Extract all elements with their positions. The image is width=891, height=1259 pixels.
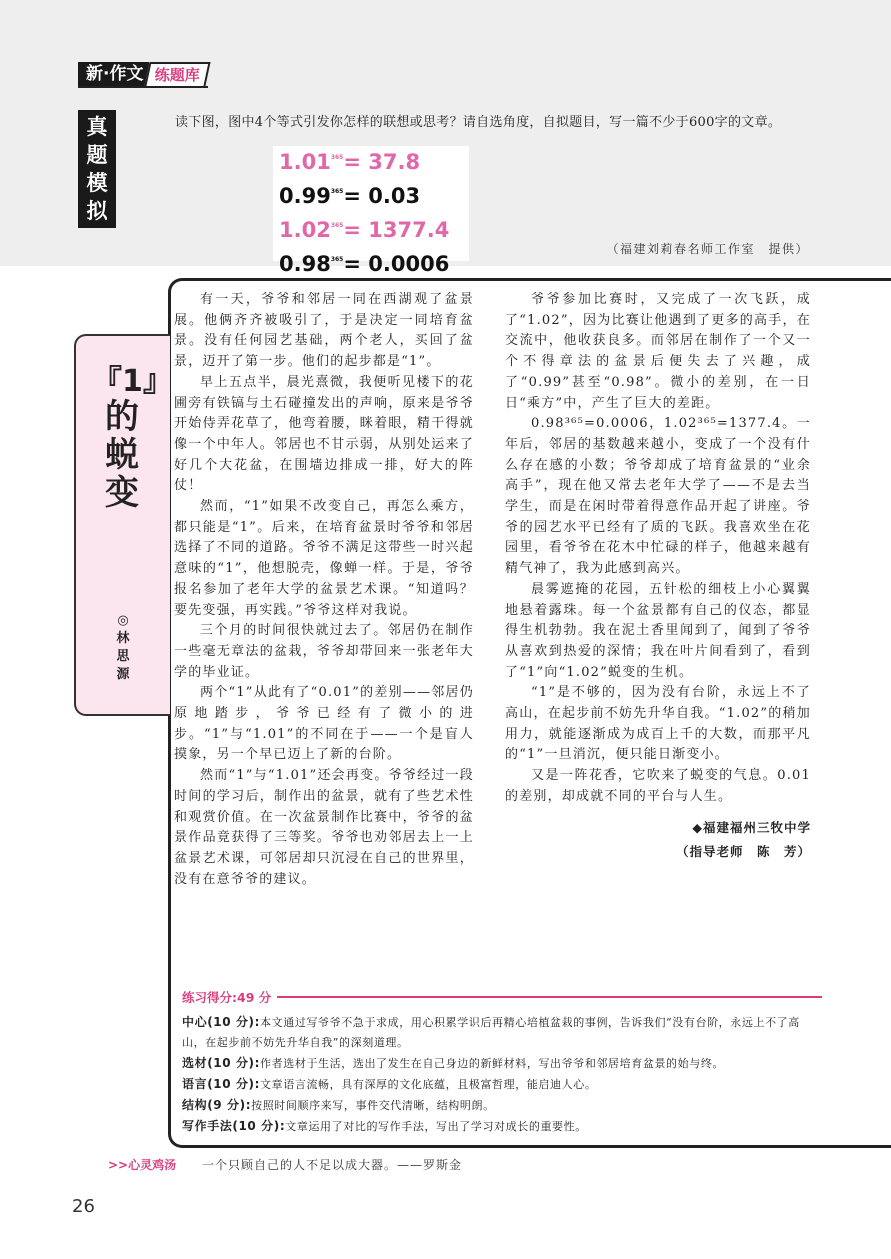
article-paragraph: “1”是不够的，因为没有台阶，永远上不了高山，在起步前不妨先升华自我。“1.02”的稍加用力，就能逐渐成为成百上千的大数，而那平凡的“1”一旦消沉，便只能日渐变小。 [505,685,811,763]
score-title: 练习得分:49 分 [182,990,272,1005]
article-paragraph: 又是一阵花香，它吹来了蜕变的气息。0.01的差别，却成就不同的平台与人生。 [505,768,811,804]
score-items [182,1012,822,1137]
article-paragraph: 有一天，爷爷和邻居一同在西湖观了盆景展。他俩齐齐被吸引了，于是决定一同培育盆景。没有任何园艺基础，两个老人，买回了盆景，迈开了第一步。他们的起步都是“1”。 [174,292,474,370]
score-label: 语言(10 分): [182,1077,261,1091]
score-header [182,988,822,1006]
footer-tag: >>心灵鸡汤 [108,1158,177,1172]
equation-base: 1.02 [279,218,331,242]
equation [279,148,463,182]
score-item [182,1074,822,1095]
score-comment: 文章语言流畅，具有深厚的文化底蕴，且极富哲理，能启迪人心。 [260,1078,597,1091]
equation-exponent: 365 [330,188,344,195]
equation [279,182,463,216]
column-name: 新·作文 [78,62,149,86]
article-right-column [505,290,811,863]
article-paragraph: 然而，“1”如果不改变自己，再怎么乘方，都只能是“1”。后来，在培育盆景时爷爷和邻居选择了不同的道路。爷爷不满足这带些一时兴起意味的“1”，他想脱壳，像蝉一样。于是，爷爷报名参加了老年大学的盆景艺术课。“知道吗？要先变强，再实践。”爷爷这样对我说。 [174,499,474,618]
teacher-credit: （指导老师 陈 芳） [675,844,811,860]
article-paragraph: 早上五点半，晨光熹微，我便听见楼下的花圃旁有铁镐与土石碰撞发出的声响，原来是爷爷开始侍弄花草了，他弯着腰，眯着眼，精干得就像一个中年人。邻居也不甘示弱，从别处运来了好几个大花盆，在围墙边排成一排，好大的阵仗！ [174,374,474,494]
score-item [182,1012,822,1053]
title-box [74,334,173,716]
score-label: 选材(10 分): [182,1056,261,1070]
footer-quote [108,1156,462,1173]
prompt-text: 读下图，图中4个等式引发你怎样的联想或思考？请自选角度，自拟题目，写一篇不少于600字的文章。 [175,115,782,130]
equation-exponent: 365 [330,154,344,161]
equation [279,216,463,250]
article-paragraph: 三个月的时间很快就过去了。邻居仍在制作一些毫无章法的盆栽，爷爷却带回来一张老年大学的毕业证。 [174,623,474,680]
school-credit: ◆福建福州三牧中学 [692,819,811,835]
score-comment: 作者选材于生活，选出了发生在自己身边的新鲜材料，写出爷爷和邻居培育盆景的始与终。 [260,1057,725,1070]
provider-credit: （福建刘莉春名师工作室 提供） [606,242,809,256]
sidebar-label: 真 题 模 拟 [78,110,116,228]
score-section [182,988,822,1137]
score-label: 中心(10 分): [182,1015,261,1029]
score-label: 结构(9 分): [182,1098,252,1112]
section-name: 练题库 [145,62,211,86]
equation-base: 0.99 [279,184,331,208]
equation-result: = 1377.4 [343,218,450,242]
equation-exponent: 365 [330,256,344,263]
equation-result: = 0.03 [343,184,421,208]
footer-text: 一个只顾自己的人不足以成大器。——罗斯金 [201,1158,462,1172]
equation-image [273,146,469,276]
equation-exponent: 365 [330,222,344,229]
score-divider [277,996,822,998]
header-tab [78,62,208,88]
article-title: 『1』 的 蜕 变 [92,364,173,513]
score-comment: 文章运用了对比的写作手法，写出了学习对成长的重要性。 [285,1120,587,1133]
equation-base: 0.98 [279,252,331,276]
article-paragraph: 0.98³⁶⁵=0.0006，1.02³⁶⁵=1377.4。一年后，邻居的基数越来越小，变成了一个没有什么存在感的小数；爷爷却成了培育盆景的“业余高手”，现在他又常去老年大学了——不是去当学生，而是在闲时带着得意作品开起了讲座。爷爷的园艺水平已经有了质的飞跃。我喜欢坐在花园里，看爷爷在花木中忙碌的样子，他越来越有精气神了，我为此感到高兴。 [505,416,811,577]
score-item [182,1095,822,1116]
score-item [182,1053,822,1074]
article-author: ◎ 林 思 源 [116,613,130,682]
score-label: 写作手法(10 分): [182,1119,286,1133]
article-paragraph: 爷爷参加比赛时，又完成了一次飞跃，成了“1.02”，因为比赛让他遇到了更多的高手，在交流中，他收获良多。而邻居在制作了一个又一个不得章法的盆景后便失去了兴趣，成了“0.99”甚至“0.98”。微小的差别，在一日日“乘方”中，产生了巨大的差距。 [505,292,811,411]
article-paragraph: 晨雾遮掩的花园，五针松的细枝上小心翼翼地悬着露珠。每一个盆景都有自己的仪态，都显得生机勃勃。我在泥土香里闻到了，闻到了爷爷从喜欢到热爱的深情；我在叶片间看到了，看到了“1”向“1.02”蜕变的生机。 [505,581,811,680]
article-paragraph: 两个“1”从此有了“0.01”的差别——邻居仍原地踏步，爷爷已经有了微小的进步。“1”与“1.01”的不同在于——一个是盲人摸象，另一个早已迈上了新的台阶。 [174,685,474,763]
article-left-column [174,290,474,890]
score-item [182,1116,822,1137]
equation-result: = 0.0006 [343,252,450,276]
score-comment: 按照时间顺序来写，事件交代清晰，结构明朗。 [251,1099,495,1112]
equation-result: = 37.8 [343,150,421,174]
page-number: 26 [72,1196,95,1217]
right-paragraphs [505,290,811,808]
score-comment: 本文通过写爷爷不急于求成，用心积累学识后再精心培植盆栽的事例，告诉我们“没有台阶，永远上不了高山，在起步前不妨先升华自我”的深刻道理。 [182,1016,800,1049]
article-paragraph: 然而“1”与“1.01”还会再变。爷爷经过一段时间的学习后，制作出的盆景，就有了些艺术性和观赏价值。在一次盆景制作比赛中，爷爷的盆景作品竟获得了三等奖。爷爷也劝邻居去上一上盆景艺术课，可邻居却只沉浸在自己的世界里，没有在意爷爷的建议。 [174,768,474,887]
equation-base: 1.01 [279,150,331,174]
